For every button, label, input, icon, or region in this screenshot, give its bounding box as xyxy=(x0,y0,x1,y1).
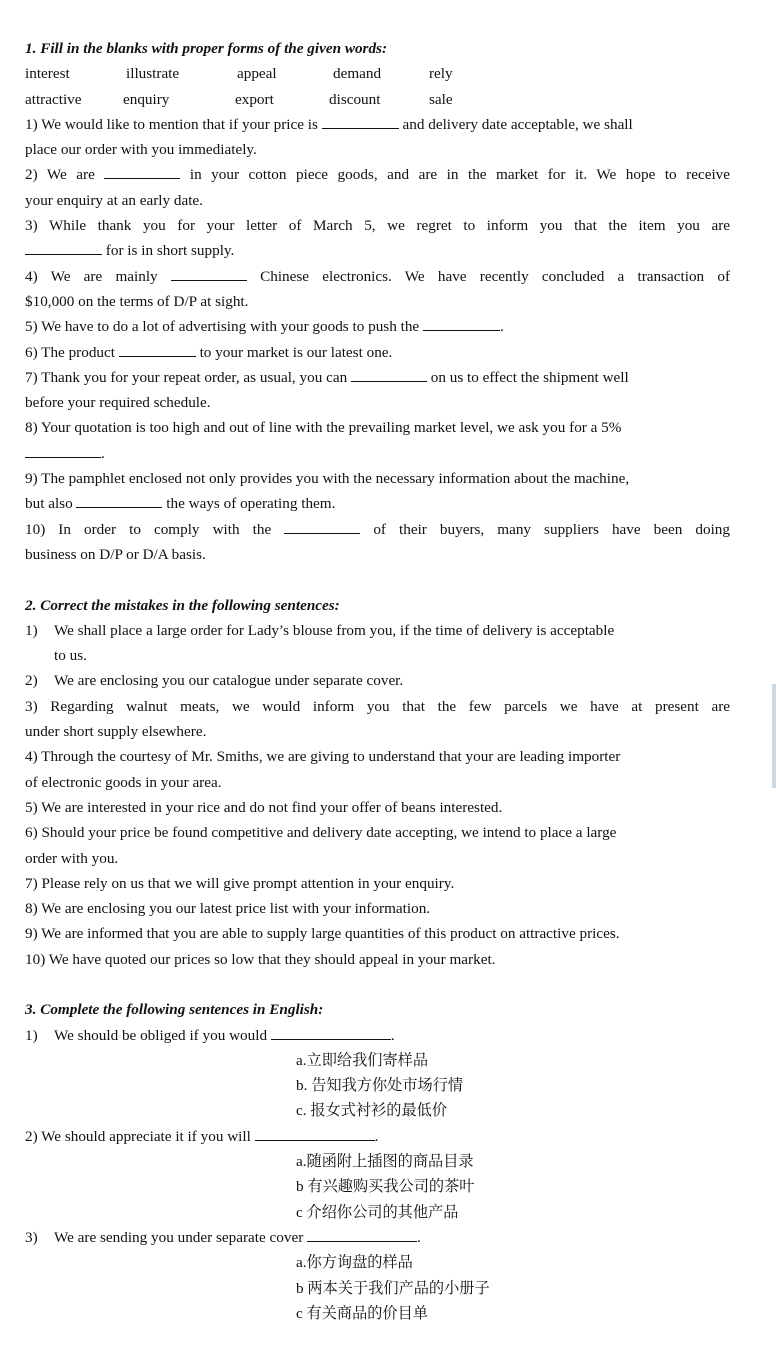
s1-item2-line1: 2) We are in your cotton piece goods, and are in the market for it. We hope to receive xyxy=(25,166,730,184)
word-demand: demand xyxy=(333,65,382,83)
word-enquiry: enquiry xyxy=(123,90,170,108)
word-bank-row2 xyxy=(25,87,730,112)
s1-item6: 6) The product to your market is our latest one. xyxy=(25,343,393,361)
s1-item4-line2: $10,000 on the terms of D/P at sight. xyxy=(25,292,249,310)
word-interest: interest xyxy=(25,65,70,83)
s1-item10-line1: 10) In order to comply with the of their buyers, many suppliers have been doing xyxy=(25,520,730,538)
s1-item8-line1: 8) Your quotation is too high and out of line with the prevailing market level, we ask you for a 5% xyxy=(25,419,622,437)
document-page xyxy=(25,36,730,1326)
word-export: export xyxy=(235,90,274,108)
s2-item6-line2: order with you. xyxy=(25,849,119,867)
answer-blank xyxy=(104,164,180,179)
answer-blank xyxy=(25,240,102,255)
answer-blank xyxy=(423,316,500,331)
s3-q1: 1) We should be obliged if you would . xyxy=(25,1026,395,1044)
answer-blank xyxy=(351,367,427,382)
word-illustrate: illustrate xyxy=(126,65,180,83)
answer-blank xyxy=(119,342,196,357)
s2-item5: 5) We are interested in your rice and do not find your offer of beans interested. xyxy=(25,798,503,816)
word-attractive: attractive xyxy=(25,90,82,108)
section3-heading: 3. Complete the following sentences in English: xyxy=(25,1001,324,1019)
answer-blank xyxy=(76,493,162,508)
word-sale: sale xyxy=(429,90,453,108)
word-appeal: appeal xyxy=(237,65,277,83)
s3-q3-opt-b: b 两本关于我们产品的小册子 xyxy=(296,1279,490,1297)
s3-q1-opt-b: b. 告知我方你处市场行情 xyxy=(296,1077,464,1095)
section1-heading: 1. Fill in the blanks with proper forms of the given words: xyxy=(25,40,388,57)
s2-item10: 10) We have quoted our prices so low that they should appeal in your market. xyxy=(25,950,496,968)
s2-item7: 7) Please rely on us that we will give prompt attention in your enquiry. xyxy=(25,874,455,892)
s3-q3-opt-c: c 有关商品的价目单 xyxy=(296,1304,429,1322)
s2-item1-line1: 1) We shall place a large order for Lady’s blouse from you, if the time of delivery is acceptable xyxy=(25,621,615,639)
s3-q2-opt-a: a.随函附上插图的商品目录 xyxy=(296,1153,474,1171)
s2-item4-line2: of electronic goods in your area. xyxy=(25,773,222,791)
s3-q1-opt-a: a.立即给我们寄样品 xyxy=(296,1051,429,1069)
s2-item2: 2) We are enclosing you our catalogue under separate cover. xyxy=(25,672,404,690)
word-rely: rely xyxy=(429,65,453,83)
s3-q2-opt-b: b 有兴趣购买我公司的茶叶 xyxy=(296,1178,475,1196)
s3-q2: 2) We should appreciate it if you will . xyxy=(25,1127,379,1145)
answer-blank xyxy=(271,1025,391,1040)
s3-q3: 3) We are sending you under separate cover . xyxy=(25,1228,421,1246)
s2-item1-line2: to us. xyxy=(54,647,87,665)
s1-item9-line1: 9) The pamphlet enclosed not only provides you with the necessary information about the machine, xyxy=(25,470,630,488)
answer-blank xyxy=(284,519,360,534)
s1-item9-line2: but also the ways of operating them. xyxy=(25,495,336,513)
s1-item10-line2: business on D/P or D/A basis. xyxy=(25,545,206,563)
s2-item3-line2: under short supply elsewhere. xyxy=(25,723,207,741)
s3-q2-opt-c: c 介绍你公司的其他产品 xyxy=(296,1203,459,1221)
s1-item4-line1: 4) We are mainly Chinese electronics. We have recently concluded a transaction of xyxy=(25,267,731,285)
s3-q1-opt-c: c. 报女式衬衫的最低价 xyxy=(296,1102,448,1120)
answer-blank xyxy=(322,114,399,129)
s3-q3-opt-a: a.你方询盘的样品 xyxy=(296,1254,413,1272)
s1-item7-line1: 7) Thank you for your repeat order, as usual, you can on us to effect the shipment well xyxy=(25,368,629,386)
s1-item8-line2: . xyxy=(25,441,730,466)
s1-item2-line2: your enquiry at an early date. xyxy=(25,191,203,209)
answer-blank xyxy=(25,443,101,458)
s2-item6-line1: 6) Should your price be found competitive and delivery date accepting, we intend to place a large xyxy=(25,824,617,842)
s1-item3-line1: 3) While thank you for your letter of March 5, we regret to inform you that the item you are xyxy=(25,217,730,235)
s1-item1-line1: 1) We would like to mention that if your price is and delivery date acceptable, we shall xyxy=(25,115,633,133)
page-edge-artifact xyxy=(772,684,776,788)
s1-item1-line2: place our order with you immediately. xyxy=(25,141,257,159)
s2-item4-line1: 4) Through the courtesy of Mr. Smiths, we are giving to understand that your are leading importer xyxy=(25,748,621,766)
answer-blank xyxy=(307,1227,417,1242)
s1-item3-line2: for is in short supply. xyxy=(25,238,730,263)
word-bank-row1 xyxy=(25,61,730,86)
s2-item9: 9) We are informed that you are able to supply large quantities of this product on attractive prices. xyxy=(25,925,620,943)
s2-item8: 8) We are enclosing you our latest price list with your information. xyxy=(25,900,431,918)
word-discount: discount xyxy=(329,90,381,108)
s1-item5: 5) We have to do a lot of advertising with your goods to push the . xyxy=(25,318,504,336)
s1-item7-line2: before your required schedule. xyxy=(25,394,211,412)
section2-heading: 2. Correct the mistakes in the following sentences: xyxy=(25,596,340,614)
answer-blank xyxy=(171,266,247,281)
s2-item3-line1: 3) Regarding walnut meats, we would inform you that the few parcels we have at present are xyxy=(25,697,730,715)
answer-blank xyxy=(255,1126,375,1141)
